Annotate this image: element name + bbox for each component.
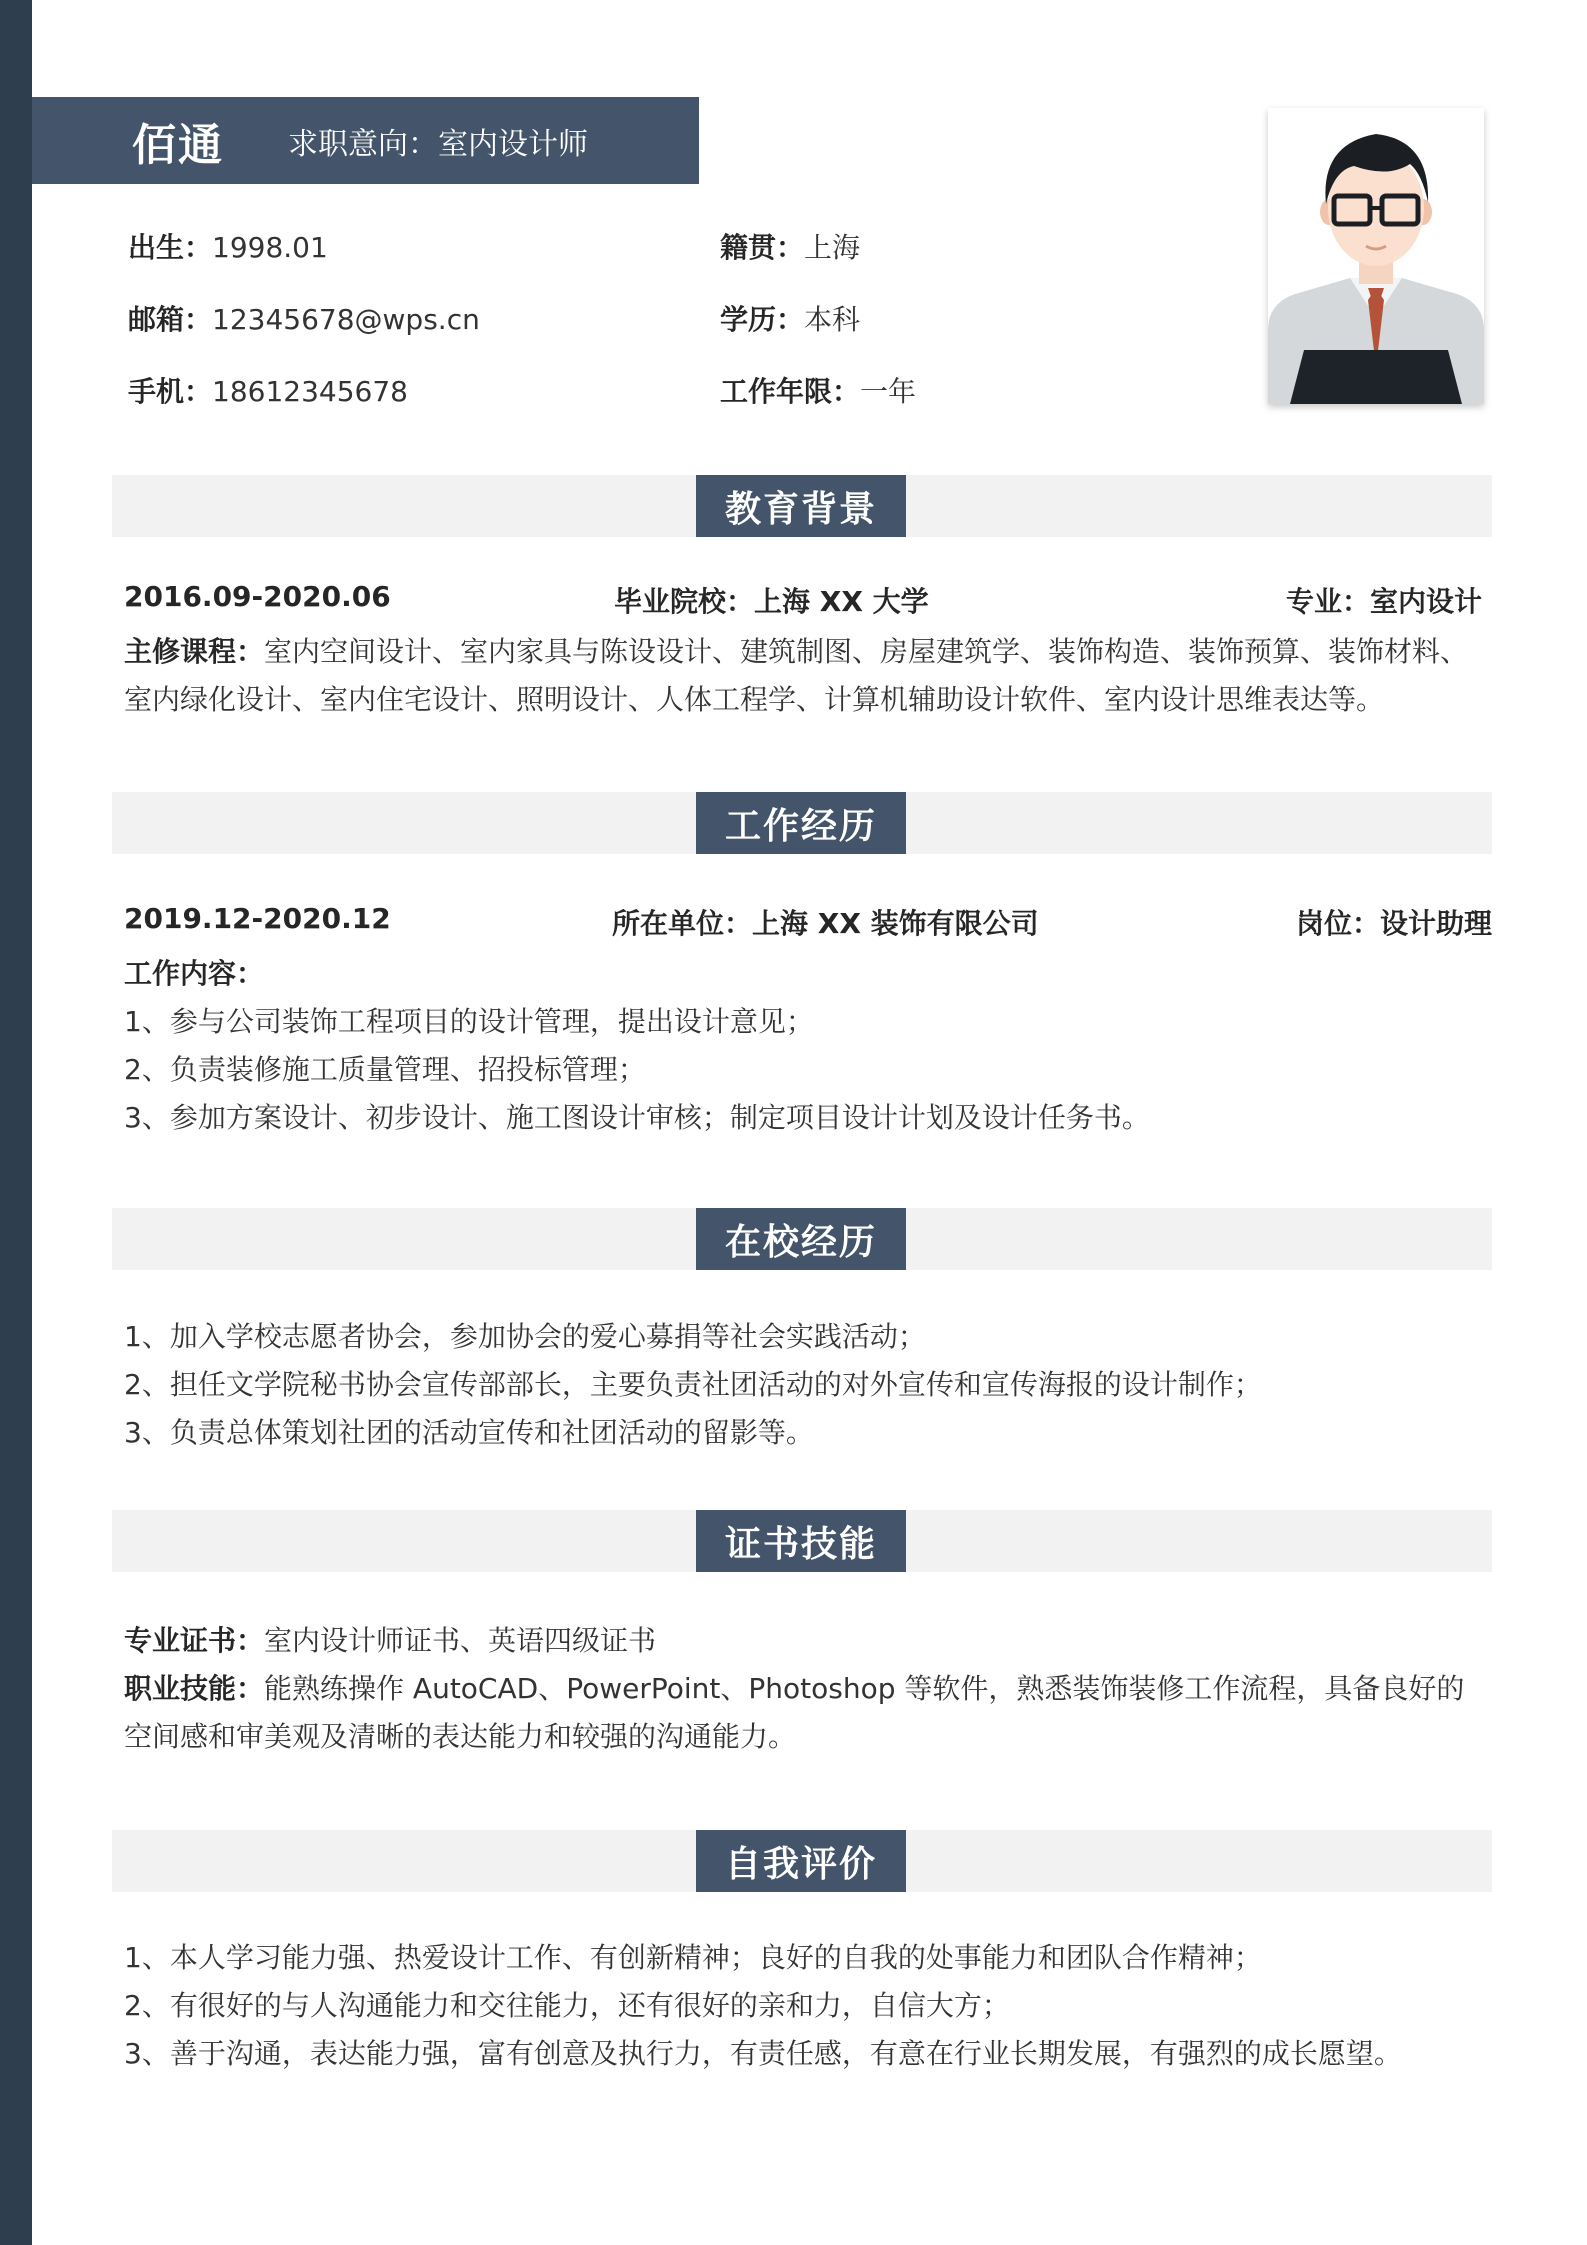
skill-line-2: 空间感和审美观及清晰的表达能力和较强的沟通能力。 [124, 1720, 797, 1753]
info-email-value: 12345678@wps.cn [212, 303, 480, 336]
skill-label: 职业技能： [124, 1672, 265, 1705]
self-content [124, 1934, 1484, 2078]
self-item: 2、有很好的与人沟通能力和交往能力，还有很好的亲和力，自信大方； [124, 1989, 1010, 2022]
work-content [124, 950, 1484, 1142]
self-item: 3、善于沟通，表达能力强，富有创意及执行力，有责任感，有意在行业长期发展，有强烈的成长愿望。 [124, 2037, 1402, 2070]
skills-content [124, 1617, 1484, 1761]
info-education-value: 本科 [804, 303, 861, 336]
info-birth-label: 出生： [128, 231, 213, 264]
left-accent-bar [0, 0, 32, 2245]
personal-info [128, 218, 1228, 438]
courses-line-1: 室内空间设计、室内家具与陈设设计、建筑制图、房屋建筑学、装饰构造、装饰预算、装饰材料、 [264, 635, 1469, 668]
section-self [112, 1830, 1492, 1892]
info-birth-value: 1998.01 [212, 231, 328, 264]
section-self-title: 自我评价 [696, 1830, 906, 1892]
section-education-title: 教育背景 [696, 475, 906, 537]
info-origin [720, 226, 860, 266]
work-item: 1、参与公司装饰工程项目的设计管理，提出设计意见； [124, 1005, 814, 1038]
campus-item: 3、负责总体策划社团的活动宣传和社团活动的留影等。 [124, 1416, 814, 1449]
work-item: 2、负责装修施工质量管理、招投标管理； [124, 1053, 646, 1086]
section-skills-title: 证书技能 [696, 1510, 906, 1572]
info-birth [128, 226, 328, 266]
info-phone [128, 370, 408, 410]
work-position: 岗位：设计助理 [1295, 907, 1492, 940]
candidate-name: 佰通 [132, 119, 224, 171]
info-phone-label: 手机： [128, 375, 213, 408]
work-content-label: 工作内容： [124, 957, 265, 990]
info-email [128, 298, 480, 338]
job-intent [288, 119, 588, 163]
campus-item: 2、担任文学院秘书协会宣传部部长，主要负责社团活动的对外宣传和宣传海报的设计制作； [124, 1368, 1262, 1401]
campus-content [124, 1313, 1484, 1457]
self-item: 1、本人学习能力强、热爱设计工作、有创新精神；良好的自我的处事能力和团队合作精神； [124, 1941, 1262, 1974]
info-experience [720, 370, 916, 410]
avatar-man-glasses-icon [1268, 108, 1484, 404]
job-intent-value: 室内设计师 [438, 126, 588, 162]
courses-line-2: 室内绿化设计、室内住宅设计、照明设计、人体工程学、计算机辅助设计软件、室内设计思维表达等。 [124, 683, 1385, 716]
courses-label: 主修课程： [124, 635, 265, 668]
info-phone-value: 18612345678 [212, 375, 408, 408]
info-education [720, 298, 860, 338]
section-education [112, 475, 1492, 537]
section-campus [112, 1208, 1492, 1270]
education-courses [124, 628, 1484, 724]
campus-item: 1、加入学校志愿者协会，参加协会的爱心募捐等社会实践活动； [124, 1320, 926, 1353]
info-origin-label: 籍贯： [720, 231, 805, 264]
section-campus-title: 在校经历 [696, 1208, 906, 1270]
cert-value: 室内设计师证书、英语四级证书 [264, 1624, 657, 1657]
info-experience-value: 一年 [860, 375, 917, 408]
profile-photo [1268, 108, 1484, 404]
info-origin-value: 上海 [804, 231, 861, 264]
info-email-label: 邮箱： [128, 303, 213, 336]
section-work [112, 792, 1492, 854]
info-education-label: 学历： [720, 303, 805, 336]
cert-label: 专业证书： [124, 1624, 265, 1657]
name-banner [32, 97, 699, 184]
education-major: 专业：室内设计 [1285, 585, 1482, 618]
work-company: 所在单位：上海 XX 装饰有限公司 [612, 907, 1039, 940]
education-school: 毕业院校：上海 XX 大学 [614, 585, 929, 618]
work-period: 2019.12-2020.12 [124, 902, 391, 935]
skill-line-1: 能熟练操作 AutoCAD、PowerPoint、Photoshop 等软件，熟悉装饰装修工作流程，具备良好的 [264, 1672, 1465, 1705]
education-period: 2016.09-2020.06 [124, 580, 391, 613]
section-work-title: 工作经历 [696, 792, 906, 854]
work-item: 3、参加方案设计、初步设计、施工图设计审核；制定项目设计计划及设计任务书。 [124, 1101, 1150, 1134]
info-experience-label: 工作年限： [720, 375, 861, 408]
job-intent-label: 求职意向： [288, 126, 438, 162]
section-skills [112, 1510, 1492, 1572]
